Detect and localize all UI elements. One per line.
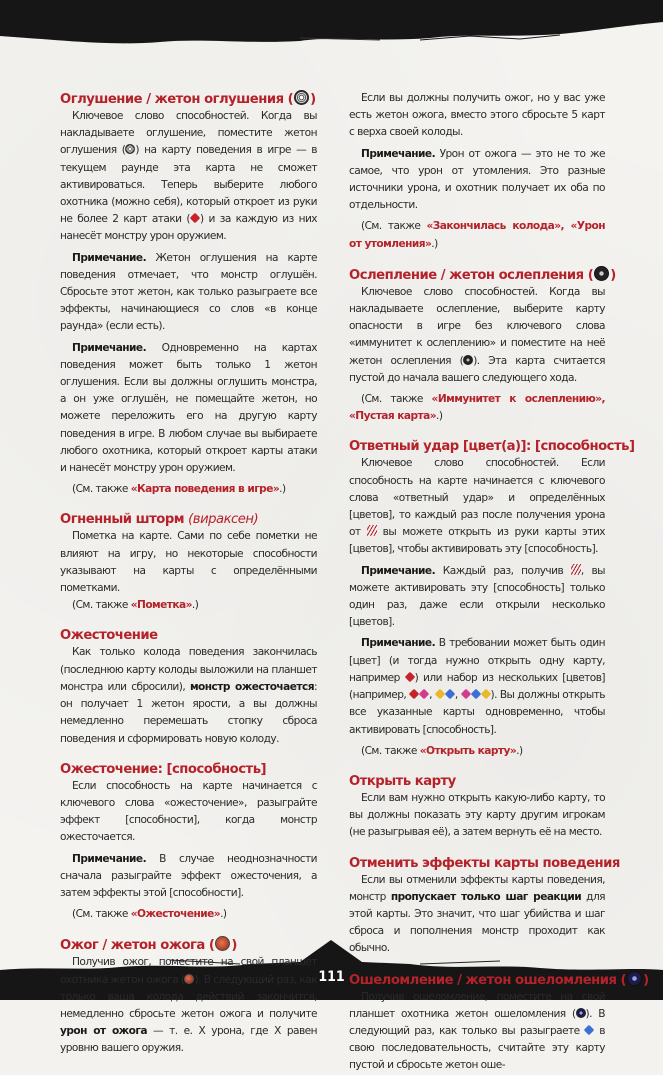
- paragraph: Если вам нужно открыть какую-либо карту, то вы должны показать эту карту другим игрокам (не разыгрывая её), а затем вернуть её на место.: [349, 791, 605, 839]
- paragraph: Как только колода поведения закончилась (последнюю карту колоды выложили на планшет монстра или сбросили), монстр ожесточается: он получает 1 жетон ярости, а вы должны немедленно перемешать стопку сброса поведения и сформировать новую колоду.: [60, 646, 317, 745]
- daze-token-icon: [576, 1008, 586, 1018]
- paragraph: Примечание. Каждый раз, получив , вы можете активировать эту [способность] только один раз, даже если открыли несколько [цветов].: [349, 564, 605, 629]
- top-grunge-border: [0, 0, 663, 50]
- pink-card-icon: [460, 689, 471, 700]
- stun-token-icon: [125, 144, 135, 154]
- paragraph: Примечание. Одновременно на картах поведения может быть только 1 жетон оглушения. Если вы должны оглушить монстра, а он уже оглушён, не помещайте жетон, но можете переложить его на другую карту поведения в игре. В любом случае вы выбираете любого охотника, который откроет карты атаки и нанесёт монстру урон оружием.: [60, 341, 317, 475]
- see-also: (См. также «Ожесточение».): [72, 908, 227, 921]
- paragraph: Ключевое слово способностей. Когда вы накладываете ослепление, выберите карту опасности в игре без ключевого слова «иммунитет к ослеплению» и поместите на неё жетон ослепления ( ). Эта карта считается пустой до начала вашего следующего хода.: [349, 285, 605, 384]
- see-also: (См. также «Иммунитет к ослеплению», «Пустая карта».): [349, 393, 605, 423]
- cross-reference-link[interactable]: «Иммунитет к ослеплению», «Пустая карта»: [349, 393, 605, 423]
- section-title-firestorm: Огненный шторм (вираксен): [60, 512, 259, 528]
- stun-token-icon: [294, 90, 309, 105]
- yellow-card-icon: [435, 689, 446, 700]
- claw-damage-icon: [367, 525, 377, 536]
- red-card-icon: [409, 689, 420, 700]
- cross-reference-link[interactable]: «Карта поведения в игре»: [130, 483, 280, 496]
- paragraph: Ключевое слово способностей. Когда вы накладываете оглушение, поместите жетон оглушения ( ) на карту поведения в игре — в текущем раунде эта карта не сможет активироваться. Теперь выберите любого охотника (можно себя), который откроет из руки не более 2 карт атаки ( ) и за каждую из них нанесёт монстру урон оружием.: [60, 110, 317, 243]
- red-card-icon: [404, 672, 415, 683]
- paragraph: Если вы должны получить ожог, но у вас уже есть жетон ожога, вместо этого сбросьте 5 карт с верха своей колоды.: [349, 92, 605, 139]
- blind-token-icon: [463, 355, 473, 365]
- section-title-retaliate: Ответный удар [цвет(а)]: [способность]: [349, 439, 635, 455]
- paragraph: Примечание. Урон от ожога — это не то же самое, что урон от утомления. Это разные источники урона, и охотник получает их оба по отдельности.: [349, 147, 605, 212]
- paragraph: Пометка на карте. Сами по себе пометки не влияют на игру, но некоторые способности указывают на карты с определёнными пометками.: [60, 530, 317, 595]
- paragraph: Примечание. Жетон оглушения на карте поведения отмечает, что монстр оглушён. Сбросьте этот жетон, как только разыграете все эффекты, начинающиеся со слов «в конце раунда» (если есть).: [60, 251, 317, 333]
- paragraph: Ключевое слово способностей. Если способность на карте начинается с ключевого слова «ответный удар» и определённых [цветов], то каждый раз после получения урона от вы можете открыть из руки карты этих [цветов], чтобы активировать эту [способность].: [349, 457, 606, 556]
- blue-card-icon: [445, 689, 456, 700]
- section-title-stun: Оглушение / жетон оглушения ( ): [60, 92, 316, 107]
- attack-card-icon: [190, 213, 201, 224]
- section-title-enrage-ability: Ожесточение: [способность]: [60, 761, 267, 777]
- burn-token-icon: [215, 936, 230, 951]
- left-column: [60, 90, 317, 1058]
- paragraph: Примечание. В случае неоднозначности сначала разыграйте эффект ожесточения, а затем эффекты этой [способности].: [60, 852, 317, 899]
- paragraph: Получив ошеломление, поместите на свой планшет охотника жетон ошеломления ( ). В следующий раз, как только вы разыграете в свою последовательность, считайте эту карту пустой и сбросьте жетон оше-: [349, 990, 605, 1072]
- yellow-card-icon: [480, 689, 491, 700]
- paragraph: Примечание. В требовании может быть один [цвет] (и тогда нужно открыть одну карту, например ) или набор из нескольких [цветов] (например, , , ). Вы должны открыть все указанные карты одновременно, чтобы активировать [способность].: [349, 637, 606, 736]
- cross-reference-link[interactable]: «Пометка»: [130, 599, 192, 612]
- section-title-enrage: Ожесточение: [60, 628, 158, 644]
- paragraph: Если способность на карте начинается с ключевого слова «ожесточение», разыграйте эффект [способности], когда монстр ожесточается.: [60, 779, 317, 844]
- section-title-cancel-behavior: Отменить эффекты карты поведения: [349, 855, 620, 871]
- blind-token-icon: [594, 266, 609, 281]
- see-also: (См. также «Карта поведения в игре».): [72, 483, 286, 496]
- cross-reference-link[interactable]: «Ожесточение»: [130, 908, 221, 921]
- section-title-burn: Ожог / жетон ожога ( ): [60, 938, 237, 954]
- see-also: (См. также «Открыть карту».): [361, 744, 523, 757]
- pink-card-icon: [419, 689, 430, 700]
- cross-reference-link[interactable]: «Открыть карту»: [419, 744, 517, 757]
- cross-reference-link[interactable]: «Закончилась колода», «Урон от утомления»: [349, 220, 606, 250]
- blue-card-icon: [470, 689, 481, 700]
- section-title-blind: Ослепление / жетон ослепления ( ): [349, 267, 616, 283]
- section-title-daze: Ошеломление / жетон ошеломления ( ): [349, 972, 649, 988]
- paragraph: Получив ожог, поместите на свой планшет охотника жетон ожога ( ). В следующий раз, как только ваша колода действий закончится, немедленно сбросьте жетон ожога и получите урон от ожога — т. е. X урона, где X равен уровню вашего оружия.: [60, 956, 317, 1055]
- daze-token-icon: [627, 971, 642, 986]
- page-number: 111: [318, 969, 345, 985]
- paragraph: Если вы отменили эффекты карты поведения, монстр пропускает только шаг реакции для этой карты. Это значит, что шаг убийства и шаг сброса и пополнения монстр проходит как обычно.: [349, 873, 605, 955]
- burn-token-icon: [184, 974, 194, 984]
- claw-damage-icon: [571, 564, 581, 575]
- section-title-reveal-card: Открыть карту: [349, 773, 456, 789]
- see-also: (См. также «Пометка».): [72, 599, 199, 612]
- right-column: [349, 90, 649, 1075]
- see-also: (См. также «Закончилась колода», «Урон от утомления».): [349, 220, 606, 250]
